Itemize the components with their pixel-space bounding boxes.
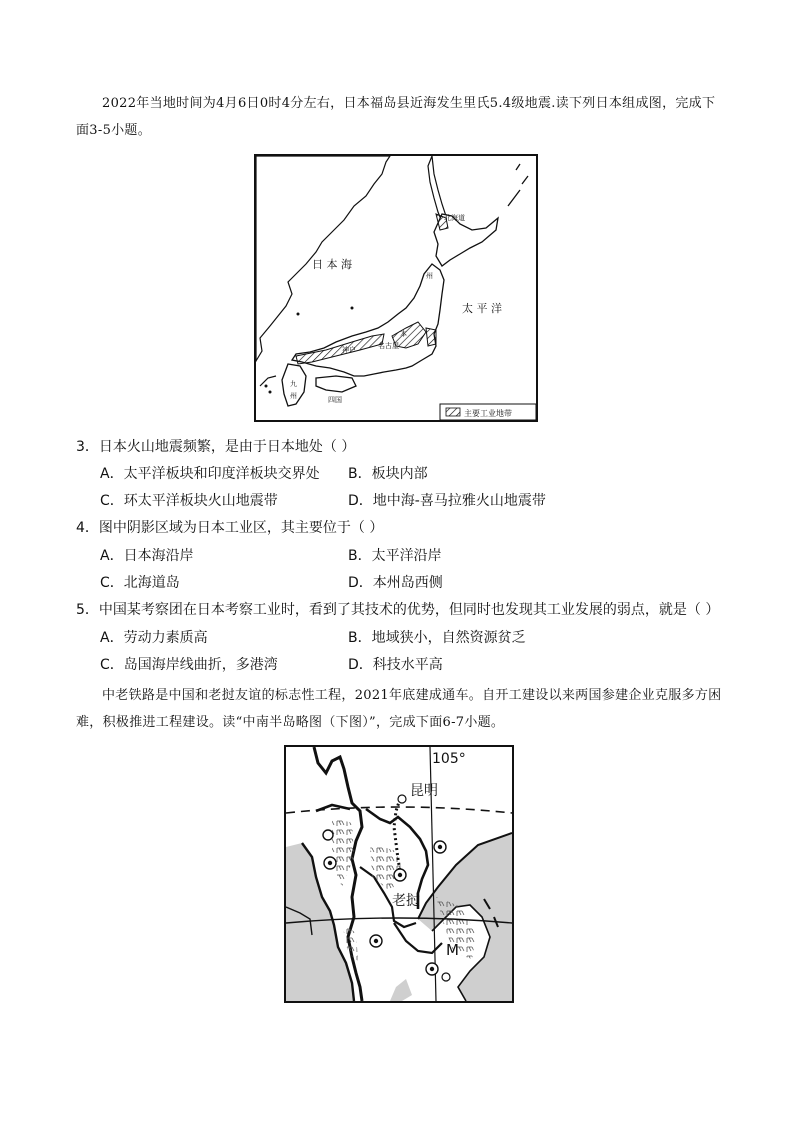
intro-text-1: 2022年当地时间为4月6日0时4分左右，日本福岛县近海发生里氏5.4级地震.读下列日本组成图，完成下面3-5小题。: [76, 96, 716, 138]
question-3-option-c: C．环太平洋板块火山地震带: [100, 493, 278, 509]
question-5-option-d: D．科技水平高: [348, 657, 443, 673]
question-3-option-a: A．太平洋板块和印度洋板块交界处: [100, 466, 320, 482]
industrial-belt-3: [426, 328, 436, 346]
question-4-stem: 4．图中阴影区域为日本工业区，其主要位于（ ）: [76, 520, 384, 536]
intro-paragraph-1: [76, 90, 726, 144]
question-4-option-a: A．日本海沿岸: [100, 548, 194, 564]
label-kyushu-a: 九: [290, 380, 297, 388]
question-3-option-d: D．地中海-喜马拉雅火山地震带: [348, 493, 546, 509]
label-kunming: 昆明: [410, 783, 438, 799]
label-nagoya: 名古屋: [378, 342, 399, 350]
kunming-city: [398, 795, 406, 803]
shikoku: [316, 376, 356, 392]
label-laos: 老挝: [392, 893, 420, 909]
legend-label: 主要工业地带: [464, 409, 512, 418]
label-honshu-a: 州: [426, 272, 433, 280]
label-hokkaido: 北海道: [444, 214, 465, 222]
label-kobe: 神户: [342, 346, 356, 354]
tropic-line: [286, 807, 512, 813]
label-kyushu-b: 州: [290, 392, 297, 400]
label-shikoku: 四国: [328, 396, 342, 404]
question-4-option-c: C．北海道岛: [100, 575, 180, 591]
label-m: M: [446, 941, 459, 959]
question-4-option-d: D．本州岛西侧: [348, 575, 443, 591]
question-5-option-c: C．岛国海岸线曲折，多港湾: [100, 657, 278, 673]
question-4-option-b: B．太平洋沿岸: [348, 548, 442, 564]
question-3-option-b: B．板块内部: [348, 466, 428, 482]
label-longitude: 105°: [432, 751, 466, 767]
japan-map: [254, 154, 538, 422]
legend-hatch-swatch: [446, 408, 460, 416]
intro-paragraph-2: [76, 682, 726, 736]
label-sea-of-japan: 日 本 海: [312, 258, 352, 271]
sakhalin: [428, 156, 446, 222]
label-honshu-b: 本: [400, 330, 407, 338]
label-pacific: 太 平 洋: [462, 302, 502, 315]
indochina-map: [284, 745, 514, 1003]
question-5-option-a: A．劳动力素质高: [100, 630, 208, 646]
question-3-stem: 3．日本火山地震频繁，是由于日本地处（ ）: [76, 439, 356, 455]
intro-text-2: 中老铁路是中国和老挝友谊的标志性工程，2021年底建成通车。自开工建设以来两国参建企业克服多方困难，积极推进工程建设。读“中南半岛略图（下图）”，完成下面6-7小题。: [76, 688, 722, 730]
question-5-stem: 5．中国某考察团在日本考察工业时，看到了其技术的优势，但同时也发现其工业发展的弱点，就是（ ）: [76, 602, 720, 618]
question-5-option-b: B．地域狭小，自然资源贫乏: [348, 630, 526, 646]
